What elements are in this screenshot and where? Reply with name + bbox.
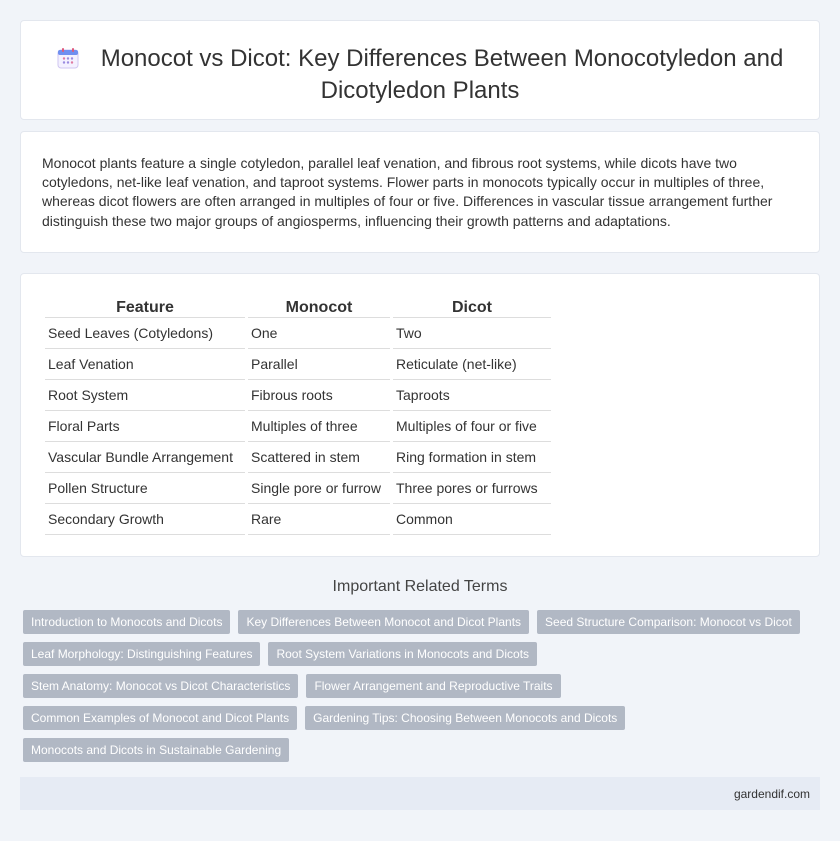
cell-dicot: Multiples of four or five: [393, 411, 551, 442]
summary-card: [20, 131, 820, 253]
header-feature: Feature: [45, 295, 245, 318]
title-card: [20, 20, 820, 120]
table-row: [45, 411, 551, 442]
cell-dicot: Ring formation in stem: [393, 442, 551, 473]
cell-feature: Seed Leaves (Cotyledons): [45, 318, 245, 349]
cell-dicot: Common: [393, 504, 551, 535]
table-row: [45, 504, 551, 535]
related-term-link[interactable]: Leaf Morphology: Distinguishing Features: [23, 642, 260, 666]
calendar-icon: [57, 47, 79, 76]
related-term-link[interactable]: Introduction to Monocots and Dicots: [23, 610, 230, 634]
cell-dicot: Three pores or furrows: [393, 473, 551, 504]
cell-dicot: Two: [393, 318, 551, 349]
table-row: [45, 473, 551, 504]
cell-monocot: One: [248, 318, 390, 349]
cell-monocot: Rare: [248, 504, 390, 535]
cell-feature: Floral Parts: [45, 411, 245, 442]
related-terms-heading: Important Related Terms: [332, 578, 508, 595]
comparison-table-card: [20, 273, 820, 557]
table-row: [45, 349, 551, 380]
related-term-link[interactable]: Key Differences Between Monocot and Dicot Plants: [238, 610, 529, 634]
page-title-wrap: [21, 44, 819, 105]
cell-monocot: Parallel: [248, 349, 390, 380]
cell-feature: Vascular Bundle Arrangement: [45, 442, 245, 473]
table-row: [45, 318, 551, 349]
footer-site-name[interactable]: gardendif.com: [733, 787, 810, 801]
related-term-link[interactable]: Common Examples of Monocot and Dicot Plants: [23, 706, 297, 730]
cell-feature: Secondary Growth: [45, 504, 245, 535]
cell-monocot: Fibrous roots: [248, 380, 390, 411]
summary-text: Monocot plants feature a single cotyledon, parallel leaf venation, and fibrous root systems, while dicots have two cotyledons, net-like leaf venation, and taproot systems. Flower parts in monocots typically occur in multiples of three, whereas dicot flowers are often arranged in multiples of four or five. Differences in vascular tissue arrangement further distinguish these two major groups of angiosperms, influencing their growth patterns and adaptations.: [42, 155, 773, 229]
related-term-link[interactable]: Flower Arrangement and Reproductive Traits: [306, 674, 560, 698]
table-row: [45, 380, 551, 411]
cell-monocot: Scattered in stem: [248, 442, 390, 473]
related-term-link[interactable]: Seed Structure Comparison: Monocot vs Dicot: [537, 610, 800, 634]
cell-feature: Pollen Structure: [45, 473, 245, 504]
comparison-table: [42, 295, 554, 535]
related-term-link[interactable]: Root System Variations in Monocots and Dicots: [268, 642, 537, 666]
header-dicot: Dicot: [393, 295, 551, 318]
cell-feature: Root System: [45, 380, 245, 411]
cell-dicot: Reticulate (net-like): [393, 349, 551, 380]
cell-monocot: Multiples of three: [248, 411, 390, 442]
page-title: Monocot vs Dicot: Key Differences Between Monocotyledon and Dicotyledon Plants: [100, 45, 784, 104]
footer: [20, 777, 820, 810]
table-header-row: [45, 295, 551, 318]
related-term-link[interactable]: Monocots and Dicots in Sustainable Gardening: [23, 738, 289, 762]
cell-monocot: Single pore or furrow: [248, 473, 390, 504]
table-row: [45, 442, 551, 473]
cell-feature: Leaf Venation: [45, 349, 245, 380]
header-monocot: Monocot: [248, 295, 390, 318]
related-term-link[interactable]: Gardening Tips: Choosing Between Monocots and Dicots: [305, 706, 625, 730]
related-term-link[interactable]: Stem Anatomy: Monocot vs Dicot Characteristics: [23, 674, 298, 698]
related-terms-list: [23, 610, 813, 770]
cell-dicot: Taproots: [393, 380, 551, 411]
